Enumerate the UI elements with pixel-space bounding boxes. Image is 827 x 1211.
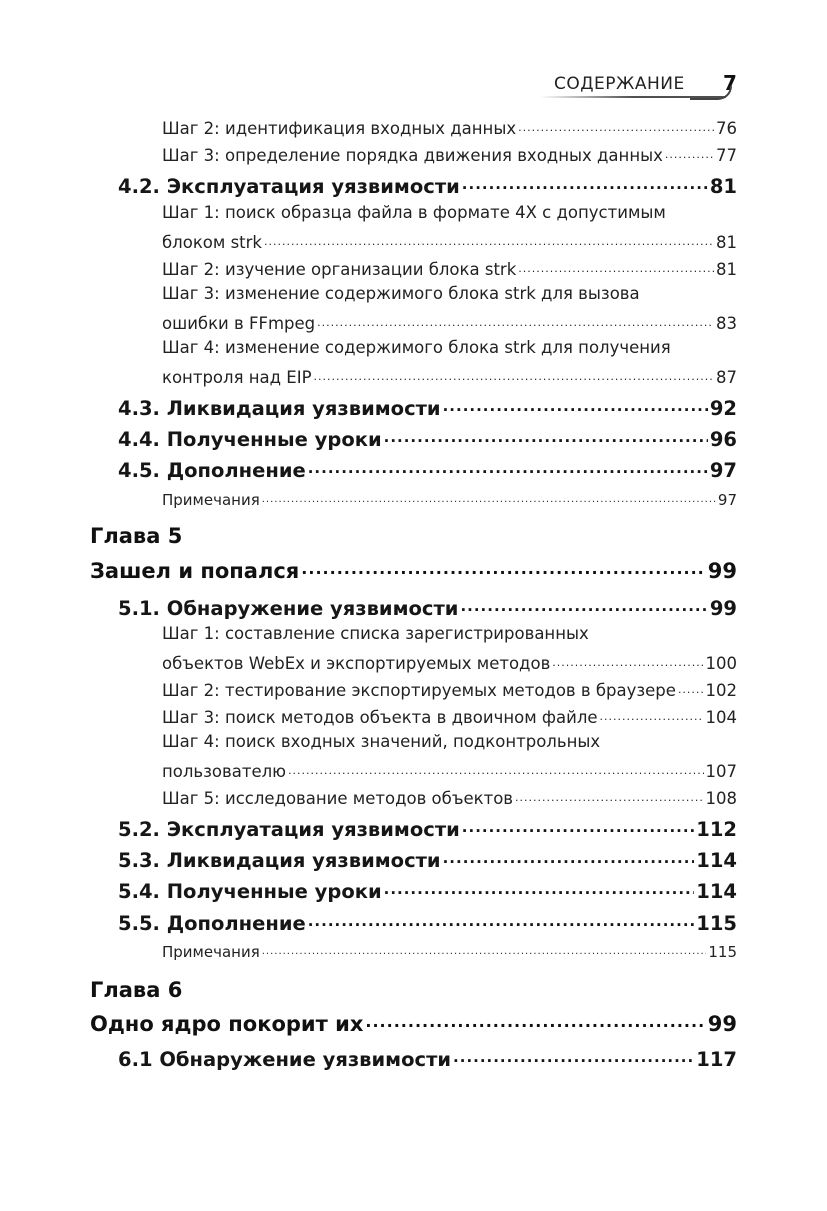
toc-entry-title: Примечания xyxy=(162,942,260,961)
toc-entry-title-line2: ошибки в FFmpeg xyxy=(162,314,316,334)
toc-entry-title: 5.5. Дополнение xyxy=(118,912,306,936)
toc-entry-title-line1: Шаг 1: поиск образца файла в формате 4X с допустимым xyxy=(162,203,666,222)
leader-dots xyxy=(443,394,708,415)
toc-entry-title: 5.4. Полученные уроки xyxy=(118,880,382,904)
leader-dots xyxy=(678,678,704,696)
leader-dots xyxy=(462,172,708,193)
toc-entry-step xyxy=(162,678,737,700)
toc-entry-title-line2: контроля над EIP xyxy=(162,368,312,388)
leader-dots xyxy=(453,1045,694,1066)
toc-entry-step xyxy=(162,116,737,138)
toc-page-number: 99 xyxy=(707,1012,737,1037)
toc-entry-section xyxy=(118,877,737,903)
leader-dots xyxy=(264,230,714,248)
toc-entry-section xyxy=(118,815,737,841)
toc-page-number: 112 xyxy=(696,818,737,842)
toc-page-number: 117 xyxy=(696,1048,737,1072)
leader-dots xyxy=(288,759,703,777)
toc-entry-section xyxy=(118,425,737,451)
toc-page-number: 77 xyxy=(716,146,737,166)
toc-entry-chapter xyxy=(90,1008,737,1036)
toc-page-number: 81 xyxy=(716,233,737,253)
toc-page-number: 114 xyxy=(696,880,737,904)
toc-entry-step xyxy=(162,311,737,333)
toc-entry-title: Примечания xyxy=(162,490,260,509)
toc-entry-step xyxy=(162,230,737,252)
leader-dots xyxy=(384,425,708,446)
toc-entry-title: 4.4. Полученные уроки xyxy=(118,428,382,452)
toc-entry-title: Шаг 3: поиск методов объекта в двоичном файле xyxy=(162,708,598,728)
leader-dots xyxy=(462,815,694,836)
leader-dots xyxy=(384,877,695,898)
leader-dots xyxy=(262,940,707,957)
leader-dots xyxy=(301,555,705,578)
leader-dots xyxy=(308,456,708,477)
toc-entry-section xyxy=(118,456,737,482)
toc-entry-title: 4.3. Ликвидация уязвимости xyxy=(118,397,441,421)
toc-entry-title: Одно ядро покорит их xyxy=(90,1012,364,1037)
leader-dots xyxy=(314,365,714,383)
toc-entry-section xyxy=(118,594,737,620)
toc-page-number: 83 xyxy=(716,314,737,334)
running-header-title: СОДЕРЖАНИЕ xyxy=(554,74,685,94)
toc-page-number: 114 xyxy=(696,849,737,873)
toc-entry-title: Шаг 2: изучение организации блока strk xyxy=(162,260,517,280)
leader-dots xyxy=(552,651,703,669)
toc-entry-title-line2: пользователю xyxy=(162,762,287,782)
toc-page-number: 104 xyxy=(705,708,737,728)
toc-entry-notes xyxy=(162,488,737,509)
page-number: 7 xyxy=(723,71,737,95)
toc-page-number: 87 xyxy=(716,368,737,388)
toc-page-number: 108 xyxy=(705,789,737,809)
toc-entry-title-line1: Шаг 3: изменение содержимого блока strk для вызова xyxy=(162,284,640,303)
toc-entry-step xyxy=(162,143,737,165)
toc-entry-title: 6.1 Обнаружение уязвимости xyxy=(118,1048,452,1072)
toc-page-number: 107 xyxy=(705,762,737,782)
toc-entry-title-line1: Шаг 4: изменение содержимого блока strk для получения xyxy=(162,338,671,357)
toc-entry-section xyxy=(118,394,737,420)
toc-entry-title: Шаг 2: идентификация входных данных xyxy=(162,119,517,139)
leader-dots xyxy=(262,488,716,505)
toc-page-number: 81 xyxy=(716,260,737,280)
toc-entry-section xyxy=(118,846,737,872)
toc-entry-step xyxy=(162,365,737,387)
toc-page-number: 97 xyxy=(709,459,737,483)
toc-entry-title: 5.3. Ликвидация уязвимости xyxy=(118,849,441,873)
leader-dots xyxy=(443,846,695,867)
toc-entry-step xyxy=(162,257,737,279)
toc-entry-title: Шаг 2: тестирование экспортируемых методов в браузере xyxy=(162,681,676,701)
leader-dots xyxy=(460,594,707,615)
toc-entry-section xyxy=(118,172,737,198)
toc-page-number: 99 xyxy=(707,559,737,584)
leader-dots xyxy=(365,1008,705,1031)
leader-dots xyxy=(518,116,714,134)
toc-entry-title: Зашел и попался xyxy=(90,559,300,584)
toc-entry-step xyxy=(162,759,737,781)
toc-page-number: 97 xyxy=(717,490,737,509)
toc-page-number: 76 xyxy=(716,119,737,139)
toc-entry-section xyxy=(118,909,737,935)
toc-page-number: 96 xyxy=(709,428,737,452)
toc-entry-title: 5.2. Эксплуатация уязвимости xyxy=(118,818,460,842)
toc-entry-title: 4.5. Дополнение xyxy=(118,459,306,483)
toc-entry-title-line2: объектов WebEx и экспортируемых методов xyxy=(162,654,551,674)
leader-dots xyxy=(518,257,714,275)
toc-entry-step xyxy=(162,651,737,673)
leader-dots xyxy=(665,143,714,161)
toc-entry-title-line1: Шаг 4: поиск входных значений, подконтрольных xyxy=(162,732,601,751)
toc-entry-step xyxy=(162,786,737,808)
toc-page-number: 115 xyxy=(708,942,737,961)
toc-page-number: 99 xyxy=(709,597,737,621)
toc-page-number: 102 xyxy=(705,681,737,701)
toc-entry-chapter xyxy=(90,555,737,583)
leader-dots xyxy=(515,786,703,804)
toc-page-number: 100 xyxy=(705,654,737,674)
toc-page-number: 115 xyxy=(696,912,737,936)
toc-entry-title: Шаг 3: определение порядка движения входных данных xyxy=(162,146,663,166)
toc-entry-title: Шаг 5: исследование методов объектов xyxy=(162,789,514,809)
toc-page-number: 81 xyxy=(709,175,737,199)
toc-entry-title: 5.1. Обнаружение уязвимости xyxy=(118,597,459,621)
leader-dots xyxy=(600,705,704,723)
leader-dots xyxy=(317,311,714,329)
toc-entry-title-line1: Шаг 1: составление списка зарегистрированных xyxy=(162,624,589,643)
toc-entry-notes xyxy=(162,940,737,961)
toc-entry-title: 4.2. Эксплуатация уязвимости xyxy=(118,175,460,199)
chapter-label: Глава 5 xyxy=(90,524,183,548)
toc-page-number: 92 xyxy=(709,397,737,421)
toc-entry-step xyxy=(162,705,737,727)
toc-entry-title-line2: блоком strk xyxy=(162,233,262,253)
toc-entry-section xyxy=(118,1045,737,1071)
leader-dots xyxy=(308,909,695,930)
chapter-label: Глава 6 xyxy=(90,978,183,1002)
